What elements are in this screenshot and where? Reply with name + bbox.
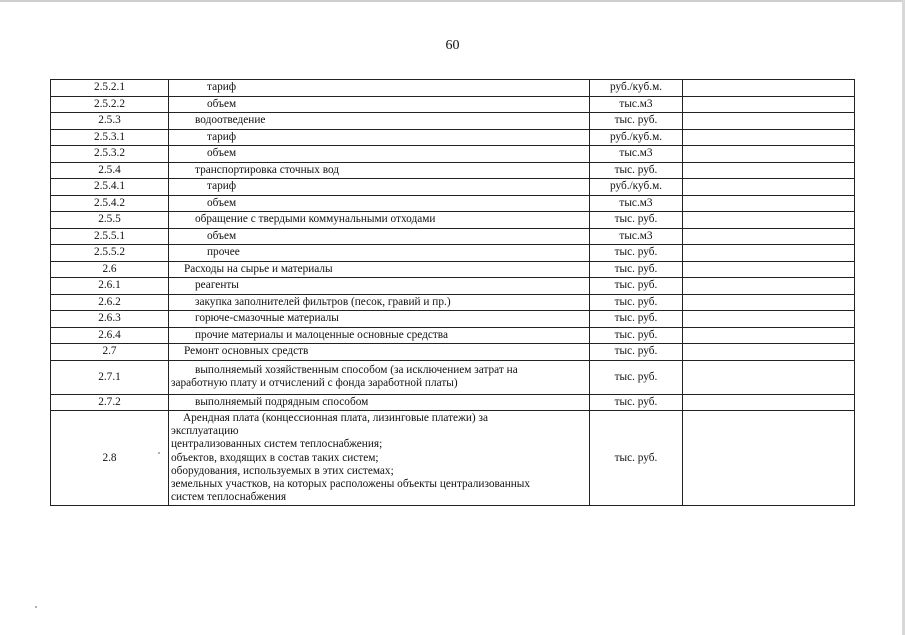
row-value bbox=[683, 245, 855, 262]
row-number: 2.5.3.1 bbox=[51, 129, 169, 146]
row-value bbox=[683, 80, 855, 97]
row-unit: тыс.м3 bbox=[590, 96, 683, 113]
row-value bbox=[683, 228, 855, 245]
row-number: 2.5.5.1 bbox=[51, 228, 169, 245]
row-value bbox=[683, 278, 855, 295]
table-row bbox=[51, 179, 855, 196]
table-row bbox=[51, 96, 855, 113]
table-row bbox=[51, 278, 855, 295]
table-row bbox=[51, 294, 855, 311]
table-row bbox=[51, 311, 855, 328]
row-value bbox=[683, 261, 855, 278]
table-row-2-8 bbox=[51, 411, 855, 506]
row-name-line: земельных участков, на которых расположены объекты централизованных bbox=[171, 478, 531, 491]
row-name: закупка заполнителей фильтров (песок, гравий и пр.) bbox=[169, 294, 590, 311]
row-unit: тыс. руб. bbox=[590, 344, 683, 361]
row-value bbox=[683, 179, 855, 196]
row-name-line: централизованных систем теплоснабжения; bbox=[171, 438, 383, 451]
table-row bbox=[51, 162, 855, 179]
table-row bbox=[51, 261, 855, 278]
row-name: тариф bbox=[169, 80, 590, 97]
row-name-line: систем теплоснабжения bbox=[171, 491, 287, 504]
row-number: 2.6.1 bbox=[51, 278, 169, 295]
row-number: 2.8 bbox=[51, 411, 169, 506]
row-name: прочее bbox=[169, 245, 590, 262]
table-row-2-7-2 bbox=[51, 394, 855, 411]
row-number: 2.7.2 bbox=[51, 394, 169, 411]
row-unit: тыс.м3 bbox=[590, 228, 683, 245]
row-value bbox=[683, 294, 855, 311]
row-unit: тыс. руб. bbox=[590, 245, 683, 262]
row-number: 2.5.2.2 bbox=[51, 96, 169, 113]
row-unit: тыс. руб. bbox=[590, 394, 683, 411]
row-unit: тыс. руб. bbox=[590, 212, 683, 229]
row-unit: тыс. руб. bbox=[590, 113, 683, 130]
table-row bbox=[51, 80, 855, 97]
row-name-line: эксплуатацию bbox=[171, 425, 239, 438]
row-unit: руб./куб.м. bbox=[590, 179, 683, 196]
row-name: объем bbox=[169, 96, 590, 113]
row-value bbox=[683, 411, 855, 506]
row-number: 2.6.3 bbox=[51, 311, 169, 328]
row-number: 2.7 bbox=[51, 344, 169, 361]
table-row bbox=[51, 146, 855, 163]
row-unit: тыс. руб. bbox=[590, 261, 683, 278]
row-number: 2.5.4.1 bbox=[51, 179, 169, 196]
row-name-line: выполняемый хозяйственным способом (за исключением затрат на bbox=[195, 363, 518, 376]
row-value bbox=[683, 327, 855, 344]
row-unit: руб./куб.м. bbox=[590, 80, 683, 97]
row-name: водоотведение bbox=[169, 113, 590, 130]
table-row bbox=[51, 245, 855, 262]
tariff-table bbox=[50, 79, 855, 506]
row-name: обращение с твердыми коммунальными отходами bbox=[169, 212, 590, 229]
row-unit: тыс. руб. bbox=[590, 162, 683, 179]
row-unit: тыс. руб. bbox=[590, 278, 683, 295]
table-row bbox=[51, 113, 855, 130]
row-name: Ремонт основных средств bbox=[169, 344, 590, 361]
row-name: объем bbox=[169, 195, 590, 212]
row-value bbox=[683, 311, 855, 328]
row-name: Расходы на сырье и материалы bbox=[169, 261, 590, 278]
row-name-line: объектов, входящих в состав таких систем; bbox=[171, 451, 379, 464]
table-body bbox=[51, 80, 855, 506]
row-name: тариф bbox=[169, 129, 590, 146]
page-number: 60 bbox=[445, 38, 460, 53]
row-unit: тыс. руб. bbox=[590, 294, 683, 311]
row-number: 2.6.2 bbox=[51, 294, 169, 311]
row-name bbox=[169, 411, 590, 506]
row-unit: руб./куб.м. bbox=[590, 129, 683, 146]
row-unit: тыс. руб. bbox=[590, 411, 683, 506]
row-name: объем bbox=[169, 146, 590, 163]
row-name: объем bbox=[169, 228, 590, 245]
row-name: прочие материалы и малоценные основные средства bbox=[169, 327, 590, 344]
row-value bbox=[683, 212, 855, 229]
row-name: выполняемый подрядным способом bbox=[169, 394, 590, 411]
row-value bbox=[683, 113, 855, 130]
page-edge-top bbox=[0, 0, 905, 2]
row-unit: тыс. руб. bbox=[590, 311, 683, 328]
row-name: тариф bbox=[169, 179, 590, 196]
table-row bbox=[51, 327, 855, 344]
row-name bbox=[169, 360, 590, 394]
row-unit: тыс.м3 bbox=[590, 146, 683, 163]
row-number: 2.6.4 bbox=[51, 327, 169, 344]
row-value bbox=[683, 129, 855, 146]
table-row bbox=[51, 344, 855, 361]
table-row bbox=[51, 228, 855, 245]
table-row bbox=[51, 129, 855, 146]
row-number: 2.5.4.2 bbox=[51, 195, 169, 212]
row-number: 2.5.3 bbox=[51, 113, 169, 130]
row-value bbox=[683, 344, 855, 361]
row-number: 2.7.1 bbox=[51, 360, 169, 394]
row-number: 2.6 bbox=[51, 261, 169, 278]
row-value bbox=[683, 162, 855, 179]
row-value bbox=[683, 360, 855, 394]
row-number: 2.5.2.1 bbox=[51, 80, 169, 97]
row-name-line: заработную плату и отчислений с фонда заработной платы) bbox=[171, 377, 458, 389]
row-name-line: оборудования, используемых в этих системах; bbox=[171, 464, 394, 477]
table-row bbox=[51, 195, 855, 212]
row-value bbox=[683, 146, 855, 163]
row-unit: тыс. руб. bbox=[590, 327, 683, 344]
row-name: транспортировка сточных вод bbox=[169, 162, 590, 179]
row-number: 2.5.3.2 bbox=[51, 146, 169, 163]
row-number: 2.5.5.2 bbox=[51, 245, 169, 262]
row-value bbox=[683, 195, 855, 212]
row-value bbox=[683, 96, 855, 113]
row-unit: тыс.м3 bbox=[590, 195, 683, 212]
row-name: горюче-смазочные материалы bbox=[169, 311, 590, 328]
row-name: реагенты bbox=[169, 278, 590, 295]
row-name-line: Арендная плата (концессионная плата, лизинговые платежи) за bbox=[183, 412, 488, 424]
table-row-2-7-1 bbox=[51, 360, 855, 394]
table-row bbox=[51, 212, 855, 229]
row-value bbox=[683, 394, 855, 411]
scan-speck bbox=[35, 606, 37, 608]
row-number: 2.5.5 bbox=[51, 212, 169, 229]
row-number: 2.5.4 bbox=[51, 162, 169, 179]
row-unit: тыс. руб. bbox=[590, 360, 683, 394]
